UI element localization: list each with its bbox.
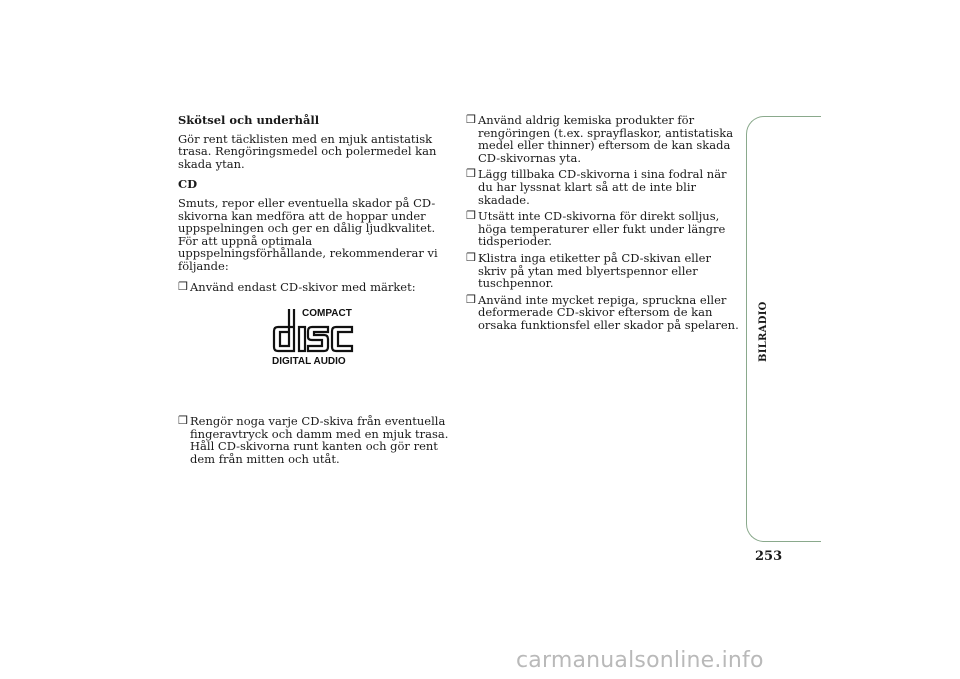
checkbox-bullet-icon: ❒ xyxy=(466,113,476,126)
checkbox-bullet-icon: ❒ xyxy=(178,414,188,428)
left-bullet-list xyxy=(178,281,450,294)
page-number: 253 xyxy=(755,549,783,564)
bullet-text: Använd inte mycket repiga, spruckna eller deformerade CD-skivor eftersom de kan orsaka funktionsfel eller skador på spelaren. xyxy=(478,292,739,332)
checkbox-bullet-icon: ❒ xyxy=(466,250,476,264)
bullet-text: Utsätt inte CD-skivorna för direkt solljus, höga temperaturer eller fukt under längre tidsperioder. xyxy=(478,209,726,249)
list-item xyxy=(466,114,742,164)
list-item xyxy=(466,168,742,206)
list-item xyxy=(466,294,742,332)
bullet-text: Lägg tillbaka CD-skivorna i sina fodral när du har lyssnat klart så att de inte blir skadade. xyxy=(478,167,727,207)
care-paragraph: Gör rent täcklisten med en mjuk antistatisk trasa. Rengöringsmedel och polermedel kan skada ytan. xyxy=(178,131,437,171)
compact-disc-logo xyxy=(272,307,368,365)
right-column xyxy=(466,114,742,336)
checkbox-bullet-icon: ❒ xyxy=(466,292,476,306)
checkbox-bullet-icon: ❒ xyxy=(178,279,188,293)
compact-disc-logo-area xyxy=(178,301,450,401)
left-bullet-list-2 xyxy=(178,415,450,465)
list-item xyxy=(178,415,450,465)
right-bullet-list xyxy=(466,114,742,332)
watermark-text: carmanualsonline.info xyxy=(516,648,764,673)
chapter-label: BILRADIO xyxy=(758,301,769,362)
bullet-text: Använd aldrig kemiska produkter för rengöringen (t.ex. sprayflaskor, antistatiska medel eller thinner) eftersom de kan skada CD-skivornas yta. xyxy=(478,113,734,165)
bullet-text: Klistra inga etiketter på CD-skivan eller skriv på ytan med blyertspennor eller tuschpennor. xyxy=(478,250,711,291)
logo-compact-text: COMPACT xyxy=(302,308,352,320)
bullet-text: Rengör noga varje CD-skiva från eventuella fingeravtryck och damm med en mjuk trasa. Håll CD-skivorna runt kanten och gör rent dem från mitten och utåt. xyxy=(190,414,449,466)
checkbox-bullet-icon: ❒ xyxy=(466,167,476,181)
cd-paragraph: Smuts, repor eller eventuella skador på CD-skivorna kan medföra att de hoppar under uppspelningen och ger en dålig ljudkvalitet. För att uppnå optimala uppspelningsförhållande, rekommenderar vi följande: xyxy=(178,195,438,273)
checkbox-bullet-icon: ❒ xyxy=(466,209,476,223)
list-item xyxy=(466,210,742,248)
cd-heading: CD xyxy=(178,177,198,192)
logo-digital-audio-text: DIGITAL AUDIO xyxy=(272,356,346,366)
list-item xyxy=(466,252,742,290)
list-item xyxy=(178,281,450,294)
bullet-text: Använd endast CD-skivor med märket: xyxy=(190,279,416,294)
left-column xyxy=(178,114,450,470)
section-heading: Skötsel och underhåll xyxy=(178,113,320,127)
